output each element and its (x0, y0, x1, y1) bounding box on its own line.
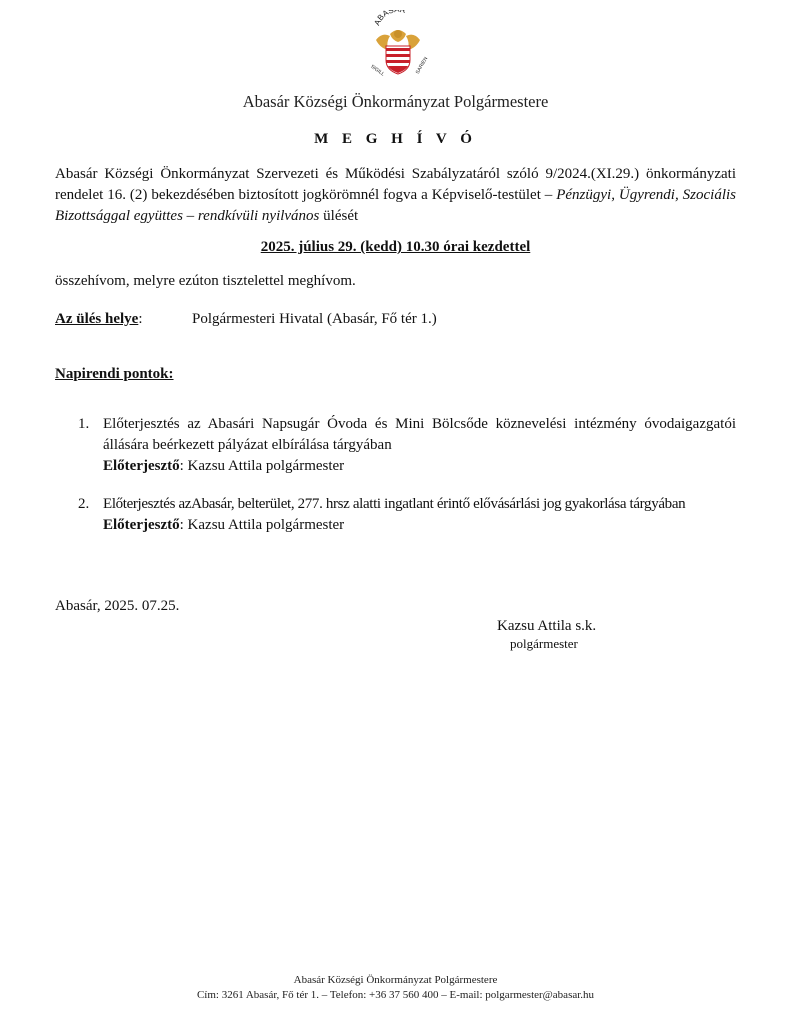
meeting-place-label-text: Az ülés helye (55, 311, 139, 327)
intro-text-part1: Abasár Községi Önkormányzat Szervezeti és Működési Szabályzatáról szóló 9/2024.(XI.29.) önkormányzati rendelet 16. (2) bekezdésében biztosított jogkörömnél fogva a Képviselő-testület – (55, 166, 736, 203)
agenda-item-number: 1. (78, 416, 90, 432)
signer-name: Kazsu Attila s.k. (497, 618, 597, 634)
intro-text-italic: Pénzügyi, Ügyrendi, Szociális Bizottsággal együttes – rendkívüli nyilvános (55, 187, 736, 224)
invitation-line: összehívom, melyre ezúton tisztelettel meghívom. (55, 273, 356, 289)
presenter-value: : Kazsu Attila polgármester (179, 458, 345, 474)
meeting-place-label (55, 311, 143, 328)
agenda-item-number: 2. (78, 496, 90, 512)
agenda-item-text: Előterjesztés azAbasár, belterület, 277. hrsz alatti ingatlant érintő elővásárlási jog gyakorlása tárgyában (103, 496, 686, 512)
meeting-place-value: Polgármesteri Hivatal (Abasár, Fő tér 1.) (192, 311, 437, 327)
letterhead-title: Abasár Községi Önkormányzat Polgármestere (242, 92, 549, 111)
svg-text:ABASÁR: ABAS R (372, 10, 407, 27)
presenter-label: Előterjesztő (103, 458, 180, 474)
municipal-coat-of-arms-logo (368, 10, 428, 84)
footer-organization: Abasár Községi Önkormányzat Polgármestere (293, 974, 498, 986)
agenda-item (78, 494, 736, 536)
footer-contact: Cím: 3261 Abasár, Fő tér 1. – Telefon: +36 37 560 400 – E-mail: polgarmester@abasar.hu (196, 989, 595, 1001)
agenda-item-presenter (103, 515, 736, 536)
intro-text-part2: ülését (319, 208, 359, 224)
svg-text:SARIEN: SARIEN (414, 56, 428, 76)
document-title: M E G H Í V Ó (314, 131, 477, 147)
meeting-datetime: 2025. július 29. (kedd) 10.30 órai kezdettel (260, 239, 531, 255)
intro-paragraph (55, 164, 736, 227)
agenda-item-text: Előterjesztés az Abasári Napsugár Óvoda és Mini Bölcsőde köznevelési intézmény óvodaigazgatói állására beérkezett pályázat elbírálása tárgyában (103, 416, 736, 453)
place-and-date: Abasár, 2025. 07.25. (55, 598, 180, 614)
svg-text:SIGILL: SIGILL (369, 63, 386, 78)
meeting-place-colon: : (138, 311, 143, 327)
signer-role: polgármester (510, 636, 578, 651)
agenda-item (78, 414, 736, 477)
presenter-label: Előterjesztő (103, 517, 180, 533)
agenda-heading: Napirendi pontok: (55, 366, 174, 382)
agenda-item-presenter (103, 456, 736, 477)
presenter-value: : Kazsu Attila polgármester (179, 517, 345, 533)
